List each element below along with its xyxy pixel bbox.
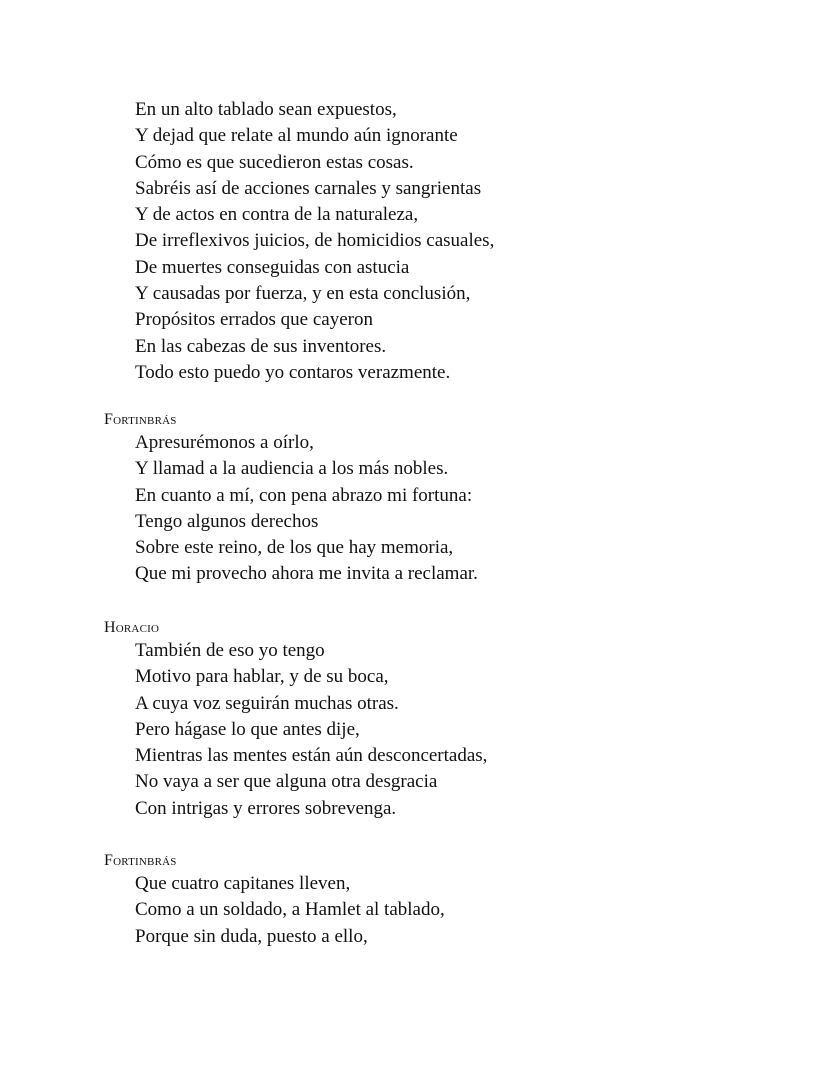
verse-line: Apresurémonos a oírlo, xyxy=(135,432,314,453)
verse-line: Que mi provecho ahora me invita a reclamar. xyxy=(135,563,478,585)
speech-horacio xyxy=(104,618,487,822)
verse-line: Como a un soldado, a Hamlet al tablado, xyxy=(135,899,445,921)
verse-line: Cómo es que sucedieron estas cosas. xyxy=(135,151,414,173)
speaker-name: Fortinbrás xyxy=(104,411,177,428)
verse-line: Que cuatro capitanes lleven, xyxy=(135,873,351,894)
verse-line: Sobre este reino, de los que hay memoria, xyxy=(135,537,454,559)
speaker-name: Fortinbrás xyxy=(104,852,177,869)
verse-line: En cuanto a mí, con pena abrazo mi fortuna: xyxy=(135,484,473,506)
speaker-name: Horacio xyxy=(104,619,160,636)
verse-line: Sabréis así de acciones carnales y sangrientas xyxy=(135,177,482,199)
verse-line: Y de actos en contra de la naturaleza, xyxy=(135,204,419,226)
verse-line: De muertes conseguidas con astucia xyxy=(135,256,410,278)
verse-line: Todo esto puedo yo contaros verazmente. xyxy=(135,361,451,383)
verse-line: Propósitos errados que cayeron xyxy=(135,309,373,331)
verse-line: No vaya a ser que alguna otra desgracia xyxy=(135,771,438,793)
verse-line: De irreflexivos juicios, de homicidios casuales, xyxy=(135,230,495,252)
verse-line: En un alto tablado sean expuestos, xyxy=(135,99,397,120)
verse-line: A cuya voz seguirán muchas otras. xyxy=(135,692,399,714)
verse-line: Y llamad a la audiencia a los más nobles. xyxy=(135,458,449,480)
speech-continuation xyxy=(104,97,494,386)
verse-line: En las cabezas de sus inventores. xyxy=(135,335,387,357)
verse-line: También de eso yo tengo xyxy=(135,640,325,661)
verse-line: Y causadas por fuerza, y en esta conclusión, xyxy=(135,283,471,305)
verse-line: Pero hágase lo que antes dije, xyxy=(135,718,360,740)
verse-line: Y dejad que relate al mundo aún ignorante xyxy=(135,125,458,147)
verse-line: Tengo algunos derechos xyxy=(135,510,319,532)
speech-fortinbras-1 xyxy=(104,410,478,588)
verse-line: Porque sin duda, puesto a ello, xyxy=(135,925,368,947)
verse-line: Con intrigas y errores sobrevenga. xyxy=(135,797,397,819)
speech-fortinbras-2 xyxy=(104,851,445,950)
verse-line: Motivo para hablar, y de su boca, xyxy=(135,666,389,688)
verse-line: Mientras las mentes están aún desconcertadas, xyxy=(135,745,488,767)
